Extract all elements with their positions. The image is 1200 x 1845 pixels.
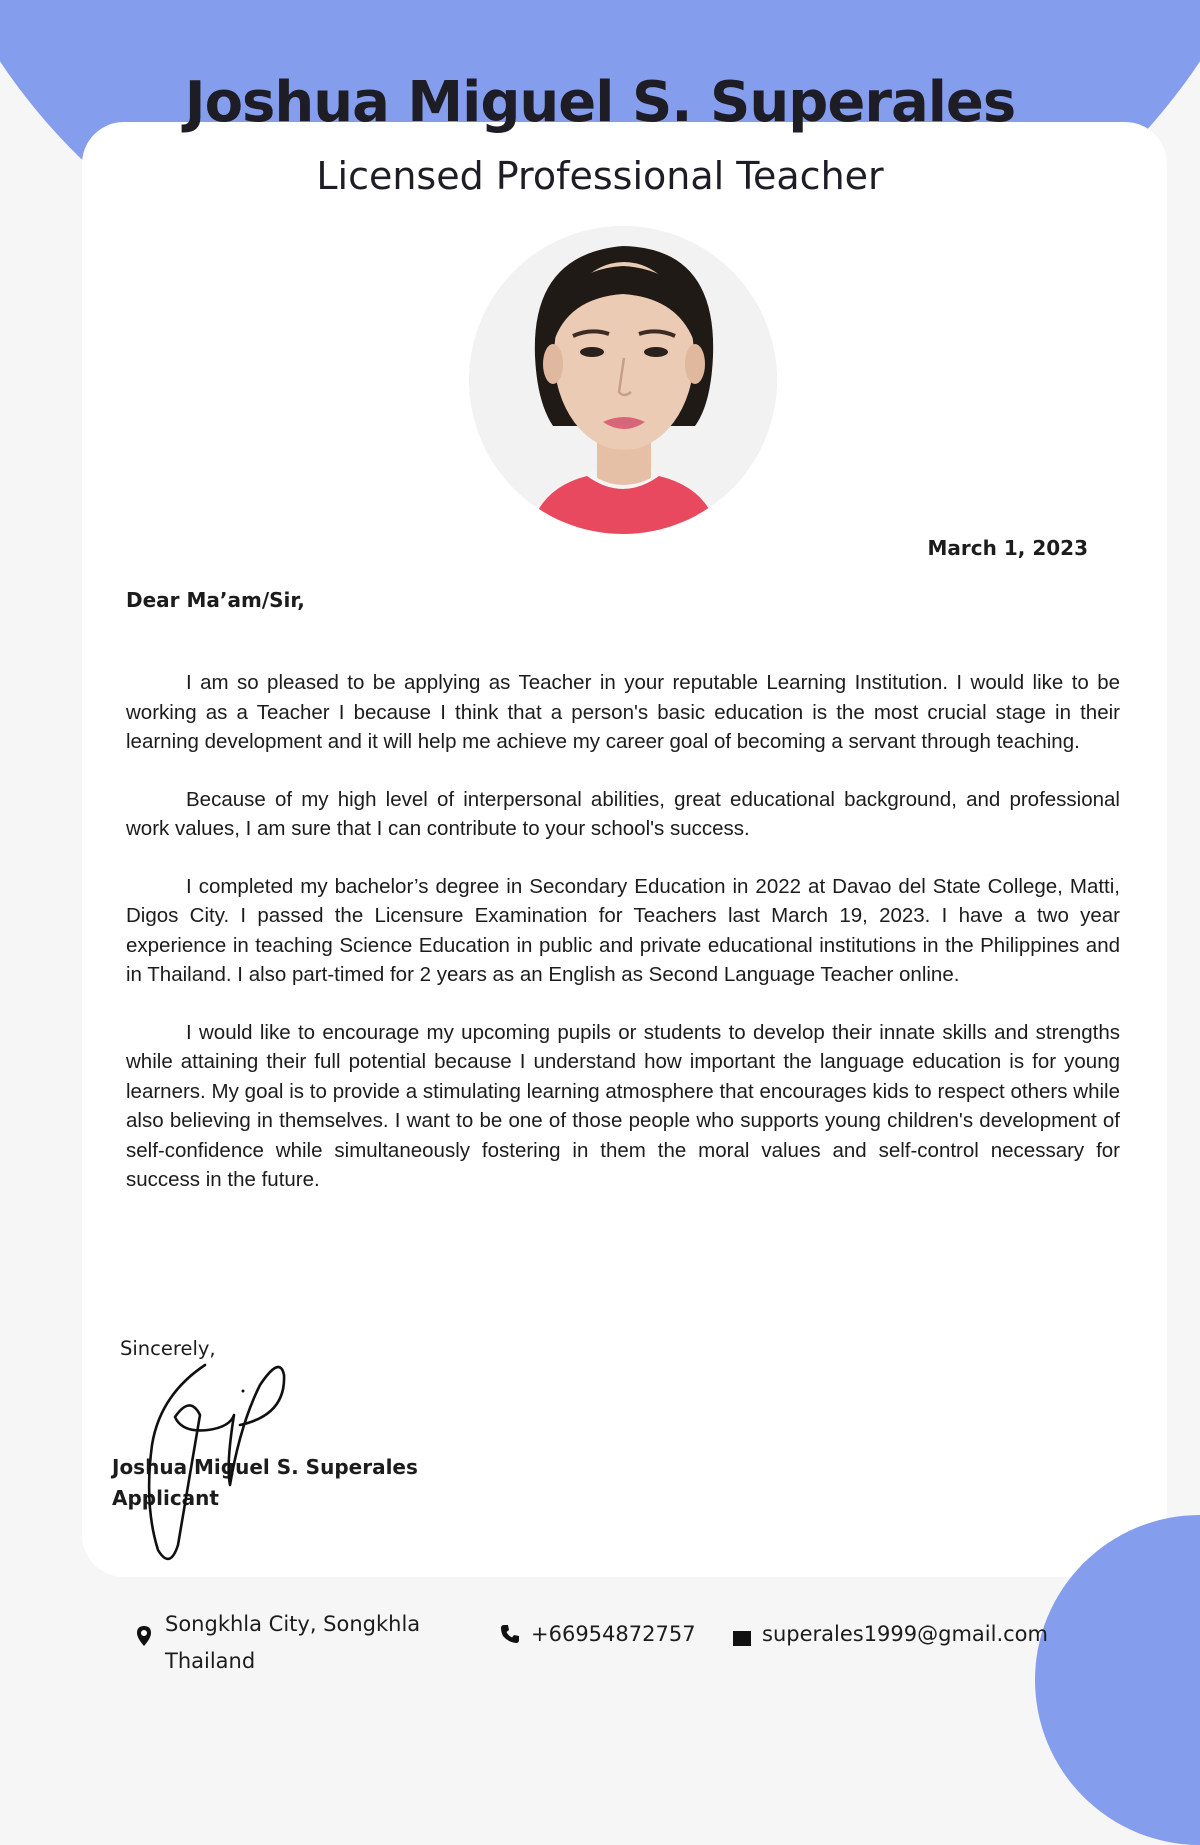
- letter-paragraph: I am so pleased to be applying as Teacher in your reputable Learning Institution. I would like to be working as a Teacher I because I think that a person's basic education is the most crucial stage in their learning development and it will help me achieve my career goal of becoming a servant through teaching.: [126, 671, 1120, 753]
- letter-greeting: Dear Ma’am/Sir,: [126, 588, 305, 612]
- phone-icon: [500, 1624, 520, 1649]
- letter-body: [126, 668, 1120, 1223]
- letter-closing: Sincerely,: [120, 1337, 216, 1360]
- email-address[interactable]: superales1999@gmail.com: [762, 1622, 1048, 1646]
- address-line-1: Songkhla City, Songkhla: [165, 1612, 421, 1636]
- handwritten-signature: [130, 1355, 310, 1569]
- applicant-name-heading: Joshua Miguel S. Superales: [184, 70, 1016, 135]
- applicant-title: Licensed Professional Teacher: [316, 154, 884, 198]
- phone-number[interactable]: +66954872757: [531, 1622, 696, 1646]
- letter-paragraph: I completed my bachelor’s degree in Secondary Education in 2022 at Davao del State College, Matti, Digos City. I passed the Licensure Examination for Teachers last March 19, 2023. I have a two year experience in teaching Science Education in public and private educational institutions in the Philippines and in Thailand. I also part-timed for 2 years as an English as Second Language Teacher online.: [126, 874, 1120, 986]
- signer-role: Applicant: [112, 1486, 219, 1510]
- location-pin-icon: [136, 1625, 152, 1652]
- letter-date: March 1, 2023: [927, 536, 1088, 560]
- profile-photo: [469, 226, 777, 534]
- signer-name: Joshua Miguel S. Superales: [112, 1455, 418, 1479]
- address-line-2: Thailand: [165, 1649, 256, 1673]
- letter-paragraph: I would like to encourage my upcoming pupils or students to develop their innate skills and strengths while attaining their full potential because I understand how important the language education is for young learners. My goal is to provide a stimulating learning atmosphere that encourages kids to respect others while also believing in themselves. I want to be one of those people who supports young children's development of self-confidence while simultaneously fostering in them the moral values and self-control necessary for success in the future.: [126, 1020, 1120, 1191]
- letter-paragraph: Because of my high level of interpersonal abilities, great educational background, and professional work values, I am sure that I can contribute to your school's success.: [126, 787, 1120, 840]
- envelope-icon: [733, 1627, 751, 1651]
